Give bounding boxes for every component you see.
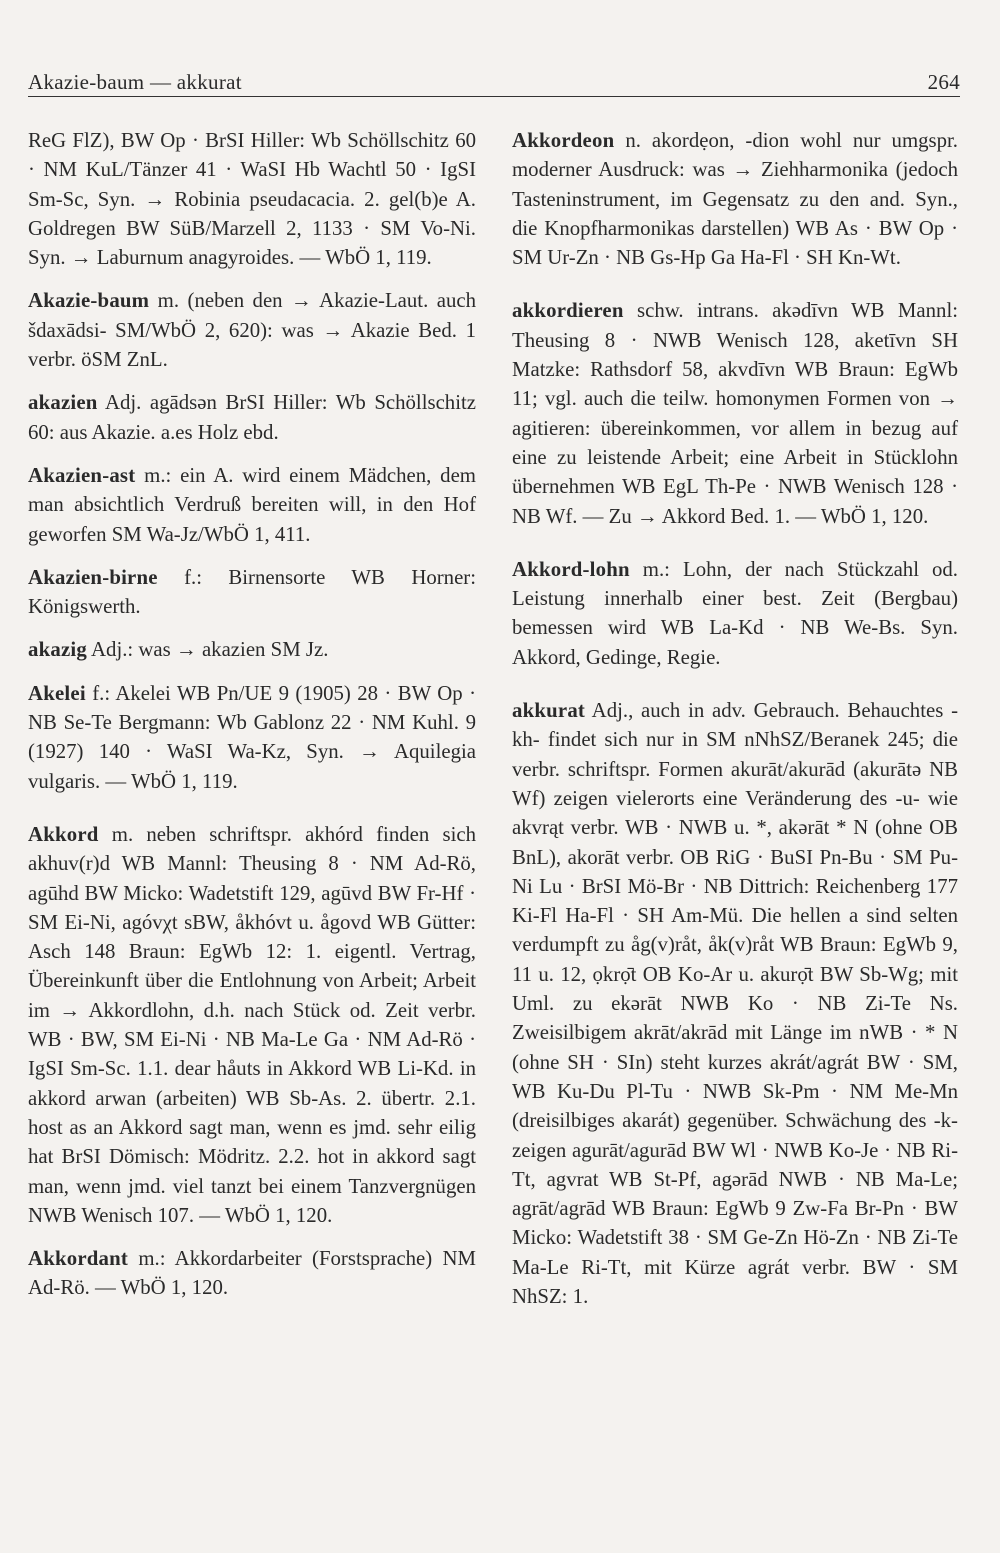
entry-akkordieren <box>512 296 958 530</box>
entry-headword: Akkord-lohn <box>512 557 630 581</box>
entry-akazie-baum <box>28 286 476 374</box>
entry-text: f.: Birnensorte WB Horner: Königswerth. <box>28 565 476 619</box>
entry-headword: Akkordant <box>28 1247 129 1271</box>
entry-headword: Akazie-baum <box>28 289 150 313</box>
entry-akkurat <box>512 696 958 1311</box>
entry-text: Adj., auch in adv. Gebrauch. Behauchtes -kh- findet sich nur in SM nNhSZ/Beranek 245; die verbr. schriftspr. Formen akurāt/akurād (akurātə NB Wf) zeigen vielerorts eine Veränderung des -u- wie akvrąt verbr. WB · NWB u. *, akərāt * N (ohne OB BnL), akorāt verbr. OB RiG · BuSI Pn-Bu · SM Pu-Ni Lu · BrSI Mö-Br · NB Dittrich: Reichenberg 177 Ki-Fl Ha-Fl · SH Am-Mü. Die hellen a sind selten verdumpft zu åg(v)råt, åk(v)råt WB Braun: EgWb 9, 11 u. 12, ọkrọ̄t OB Ko-Ar u. akurọ̄t BW Sb-Wg; mit Uml. zu ekərāt NWB Ko · NB Zi-Te Ns. Zweisilbigem akrāt/akrād mit Länge im nWB · * N (ohne SH · SIn) steht kurzes akrát/agrát BW · SM, WB Ku-Du Pl-Tu · NWB Sk-Pm · NM Me-Mn (dreisilbiges akarát) gegenüber. Schwächung des -k- zeigen agurāt/agurād BW Wl · NWB Ko-Je · NB Ri-Tt, agvrat WB St-Pf, agərād NWB · NB Ma-Le; agrāt/agrād WB Braun: EgWb 9 Zw-Fa Br-Pn · BW Micko: Wadetstift 38 · SM Ge-Zn Hö-Zn · NB Zi-Te Ma-Le Ri-Tt, mit Kürze agrát verbr. BW · SM NhSZ: 1. <box>512 699 958 1308</box>
entry-akazien <box>28 388 476 447</box>
entry-headword: akkordieren <box>512 299 624 323</box>
entry-text: Adj. agādsən BrSI Hiller: Wb Schöllschitz 60: aus Akazie. a.es Holz ebd. <box>28 391 476 444</box>
entry-text: m.: ein A. wird einem Mädchen, dem man absichtlich Verdruß bereiten will, in den Hof geworfen SM Wa-Jz/WbÖ 1, 411. <box>28 463 476 546</box>
entry-headword: akazien <box>28 391 98 415</box>
entry-headword: akkurat <box>512 699 586 723</box>
entry-headword: Akkord <box>28 822 99 846</box>
entry-text: m.: Akkordarbeiter (Forstsprache) NM Ad-Rö. — WbÖ 1, 120. <box>28 1247 476 1300</box>
entry-headword: Akelei <box>28 681 86 705</box>
entry-text: m. (neben den → Akazie-Laut. auch šdaxādsi- SM/WbÖ 2, 620): was → Akazie Bed. 1 verbr. öSM ZnL. <box>28 289 476 372</box>
page-number: 264 <box>927 70 960 94</box>
entry-text: ReG FlZ), BW Op · BrSI Hiller: Wb Schöllschitz 60 · NM KuL/Tänzer 41 · WaSI Hb Wachtl 50 · IgSI Sm-Sc, Syn. → Robinia pseudacacia. 2. gel(b)e A. Goldregen BW SüB/Marzell 2, 1133 · SM Vo-Ni. Syn. → Laburnum anagyroides. — WbÖ 1, 119. <box>28 129 476 270</box>
entry-headword: akazig <box>28 638 87 662</box>
running-title: Akazie-baum — akkurat <box>28 70 242 94</box>
entry-akkord <box>28 820 476 1230</box>
entry-akazien-birne <box>28 563 476 622</box>
entry-text: m. neben schriftspr. akhórd finden sich akhuv(r)d WB Mannl: Theusing 8 · NM Ad-Rö, agūhd BW Micko: Wadetstift 129, agūvd BW Fr-Hf · SM Ei-Ni, agóvχt sBW, åkhóvt u. ågovd WB Gütter: Asch 148 Braun: EgWb 12: 1. eigentl. Vertrag, Übereinkunft über die Entlohnung von Arbeit; Arbeit im → Akkordlohn, d.h. nach Stück od. Zeit verbr. WB · BW, SM Ei-Ni · NB Ma-Le Ga · NM Ad-Rö · IgSI Sm-Sc. 1.1. dear håuts in Akkord WB Li-Kd. in akkord arwan (arbeiten) WB Sb-As. 2. übertr. 2.1. host as an Akkord sagt man, wenn es jmd. sehr eilig hat BrSI Dömisch: Mödritz. 2.2. hot in akkord sagt man, wenn jmd. viel tanzt bei einem Tanzvergnügen NWB Wenisch 107. — WbÖ 1, 120. <box>28 822 476 1227</box>
entry-akkord-lohn <box>512 555 958 672</box>
left-column <box>28 126 476 1317</box>
page-header <box>28 62 960 97</box>
entry-akazien-ast <box>28 461 476 549</box>
entry-akazig <box>28 635 476 664</box>
entry-headword: Akazien-birne <box>28 565 158 589</box>
entry-akkordeon <box>512 126 958 272</box>
entry-akkordant <box>28 1244 476 1303</box>
entry-continuation <box>28 126 476 272</box>
entry-text: schw. intrans. akədīvn WB Mannl: Theusing 8 · NWB Wenisch 128, aketīvn SH Matzke: Rathsdorf 58, akvdīvn WB Braun: EgWb 11; vgl. auch die teilw. homonymen Formen von → agitieren: übereinkommen, vor allem in bezug auf eine zu leistende Arbeit; eine Arbeit in Stücklohn übernehmen WB EgL Th-Pe · NWB Wenisch 128 · NB Wf. — Zu → Akkord Bed. 1. — WbÖ 1, 120. <box>512 299 958 528</box>
entry-text: m.: Lohn, der nach Stückzahl od. Leistung innerhalb einer best. Zeit (Bergbau) bemessen wird WB La-Kd · NB We-Bs. Syn. Akkord, Gedinge, Regie. <box>512 557 958 669</box>
right-column <box>512 126 958 1325</box>
entry-text: f.: Akelei WB Pn/UE 9 (1905) 28 · BW Op · NB Se-Te Bergmann: Wb Gablonz 22 · NM Kuhl. 9 (1927) 140 · WaSI Wa-Kz, Syn. → Aquilegia vulgaris. — WbÖ 1, 119. <box>28 681 476 793</box>
entry-text: Adj.: was → akazien SM Jz. <box>86 638 329 662</box>
entry-headword: Akkordeon <box>512 129 615 152</box>
entry-akelei <box>28 679 476 796</box>
entry-text: n. akordẹon, -dion wohl nur umgspr. moderner Ausdruck: was → Ziehharmonika (jedoch Tasteninstrument, im Gegensatz zu den and. Syn., die Knopfharmonikas darstellen) WB As · BW Op · SM Ur-Zn · NB Gs-Hp Ga Ha-Fl · SH Kn-Wt. <box>512 129 958 270</box>
entry-headword: Akazien-ast <box>28 463 136 487</box>
